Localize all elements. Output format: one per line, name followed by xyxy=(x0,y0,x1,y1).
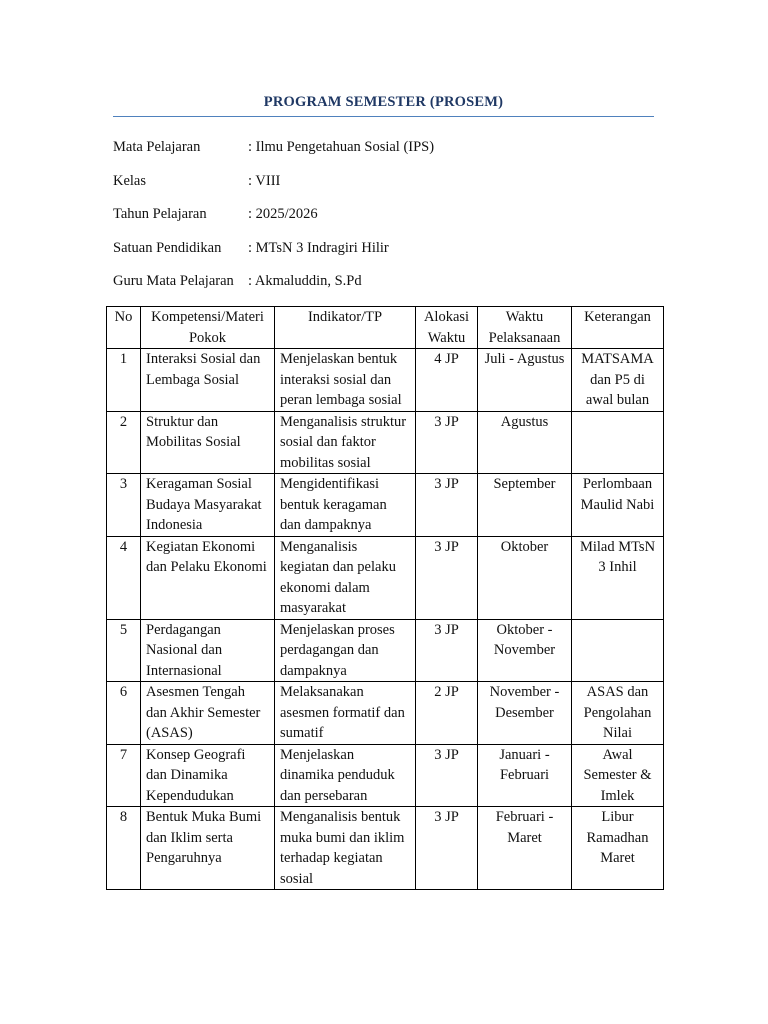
cell-alokasi: 3 JP xyxy=(416,474,478,537)
header-no: No xyxy=(107,307,141,349)
cell-no: 4 xyxy=(107,536,141,619)
cell-materi: Perdagangan Nasional dan Internasional xyxy=(141,619,275,682)
cell-alokasi: 3 JP xyxy=(416,807,478,890)
cell-no: 5 xyxy=(107,619,141,682)
cell-waktu: November - Desember xyxy=(478,682,572,745)
meta-row-school xyxy=(113,240,434,274)
cell-indikator: Menjelaskan bentuk interaksi sosial dan peran lembaga sosial xyxy=(275,349,416,412)
table-row xyxy=(107,411,664,474)
cell-alokasi: 3 JP xyxy=(416,744,478,807)
document-meta xyxy=(113,139,434,307)
cell-waktu: Oktober - November xyxy=(478,619,572,682)
cell-alokasi: 2 JP xyxy=(416,682,478,745)
cell-waktu: Agustus xyxy=(478,411,572,474)
cell-waktu: Februari - Maret xyxy=(478,807,572,890)
meta-row-class xyxy=(113,173,434,207)
title-underline xyxy=(113,116,654,117)
meta-label: Kelas xyxy=(113,172,147,189)
cell-keterangan: Perlombaan Maulid Nabi xyxy=(572,474,664,537)
cell-waktu: September xyxy=(478,474,572,537)
cell-alokasi: 4 JP xyxy=(416,349,478,412)
table-row xyxy=(107,619,664,682)
table-row xyxy=(107,744,664,807)
cell-keterangan xyxy=(572,411,664,474)
table-row xyxy=(107,807,664,890)
cell-keterangan: MATSAMA dan P5 di awal bulan xyxy=(572,349,664,412)
cell-materi: Asesmen Tengah dan Akhir Semester (ASAS) xyxy=(141,682,275,745)
meta-row-teacher xyxy=(113,273,434,307)
table-row xyxy=(107,474,664,537)
cell-keterangan: Milad MTsN 3 Inhil xyxy=(572,536,664,619)
cell-indikator: Menjelaskan proses perdagangan dan dampaknya xyxy=(275,619,416,682)
header-waktu: Waktu Pelaksanaan xyxy=(478,307,572,349)
table-row xyxy=(107,349,664,412)
table-row xyxy=(107,682,664,745)
cell-keterangan: ASAS dan Pengolahan Nilai xyxy=(572,682,664,745)
cell-alokasi: 3 JP xyxy=(416,411,478,474)
meta-value: : VIII xyxy=(248,172,281,189)
cell-materi: Konsep Geografi dan Dinamika Kependudukan xyxy=(141,744,275,807)
cell-keterangan: Libur Ramadhan Maret xyxy=(572,807,664,890)
meta-row-year xyxy=(113,206,434,240)
cell-waktu: Oktober xyxy=(478,536,572,619)
cell-no: 1 xyxy=(107,349,141,412)
cell-no: 8 xyxy=(107,807,141,890)
meta-label: Guru Mata Pelajaran xyxy=(113,273,234,289)
meta-label: Satuan Pendidikan xyxy=(113,239,222,256)
meta-value: : MTsN 3 Indragiri Hilir xyxy=(248,239,389,256)
cell-indikator: Menganalisis kegiatan dan pelaku ekonomi dalam masyarakat xyxy=(275,536,416,619)
table-header-row xyxy=(107,307,664,349)
cell-no: 6 xyxy=(107,682,141,745)
cell-alokasi: 3 JP xyxy=(416,619,478,682)
document-title: PROGRAM SEMESTER (PROSEM) xyxy=(263,94,504,110)
cell-materi: Kegiatan Ekonomi dan Pelaku Ekonomi xyxy=(141,536,275,619)
header-materi: Kompetensi/Materi Pokok xyxy=(141,307,275,349)
meta-label: Tahun Pelajaran xyxy=(113,206,207,222)
cell-waktu: Januari - Februari xyxy=(478,744,572,807)
cell-materi: Interaksi Sosial dan Lembaga Sosial xyxy=(141,349,275,412)
table-row xyxy=(107,536,664,619)
prosem-table xyxy=(106,306,664,890)
cell-keterangan xyxy=(572,619,664,682)
header-alokasi: Alokasi Waktu xyxy=(416,307,478,349)
cell-indikator: Melaksanakan asesmen formatif dan sumatif xyxy=(275,682,416,745)
cell-keterangan: Awal Semester & Imlek xyxy=(572,744,664,807)
header-indikator: Indikator/TP xyxy=(275,307,416,349)
cell-no: 7 xyxy=(107,744,141,807)
cell-materi: Struktur dan Mobilitas Sosial xyxy=(141,411,275,474)
meta-label: Mata Pelajaran xyxy=(113,139,201,155)
cell-no: 2 xyxy=(107,411,141,474)
cell-no: 3 xyxy=(107,474,141,537)
meta-value: : Ilmu Pengetahuan Sosial (IPS) xyxy=(248,139,435,155)
cell-alokasi: 3 JP xyxy=(416,536,478,619)
cell-indikator: Menjelaskan dinamika penduduk dan persebaran xyxy=(275,744,416,807)
cell-waktu: Juli - Agustus xyxy=(478,349,572,412)
header-keterangan: Keterangan xyxy=(572,307,664,349)
meta-value: : Akmaluddin, S.Pd xyxy=(248,273,362,289)
cell-indikator: Menganalisis struktur sosial dan faktor mobilitas sosial xyxy=(275,411,416,474)
meta-value: : 2025/2026 xyxy=(248,206,318,222)
cell-indikator: Menganalisis bentuk muka bumi dan iklim terhadap kegiatan sosial xyxy=(275,807,416,890)
cell-indikator: Mengidentifikasi bentuk keragaman dan dampaknya xyxy=(275,474,416,537)
cell-materi: Keragaman Sosial Budaya Masyarakat Indonesia xyxy=(141,474,275,537)
meta-row-subject xyxy=(113,139,434,173)
cell-materi: Bentuk Muka Bumi dan Iklim serta Pengaruhnya xyxy=(141,807,275,890)
